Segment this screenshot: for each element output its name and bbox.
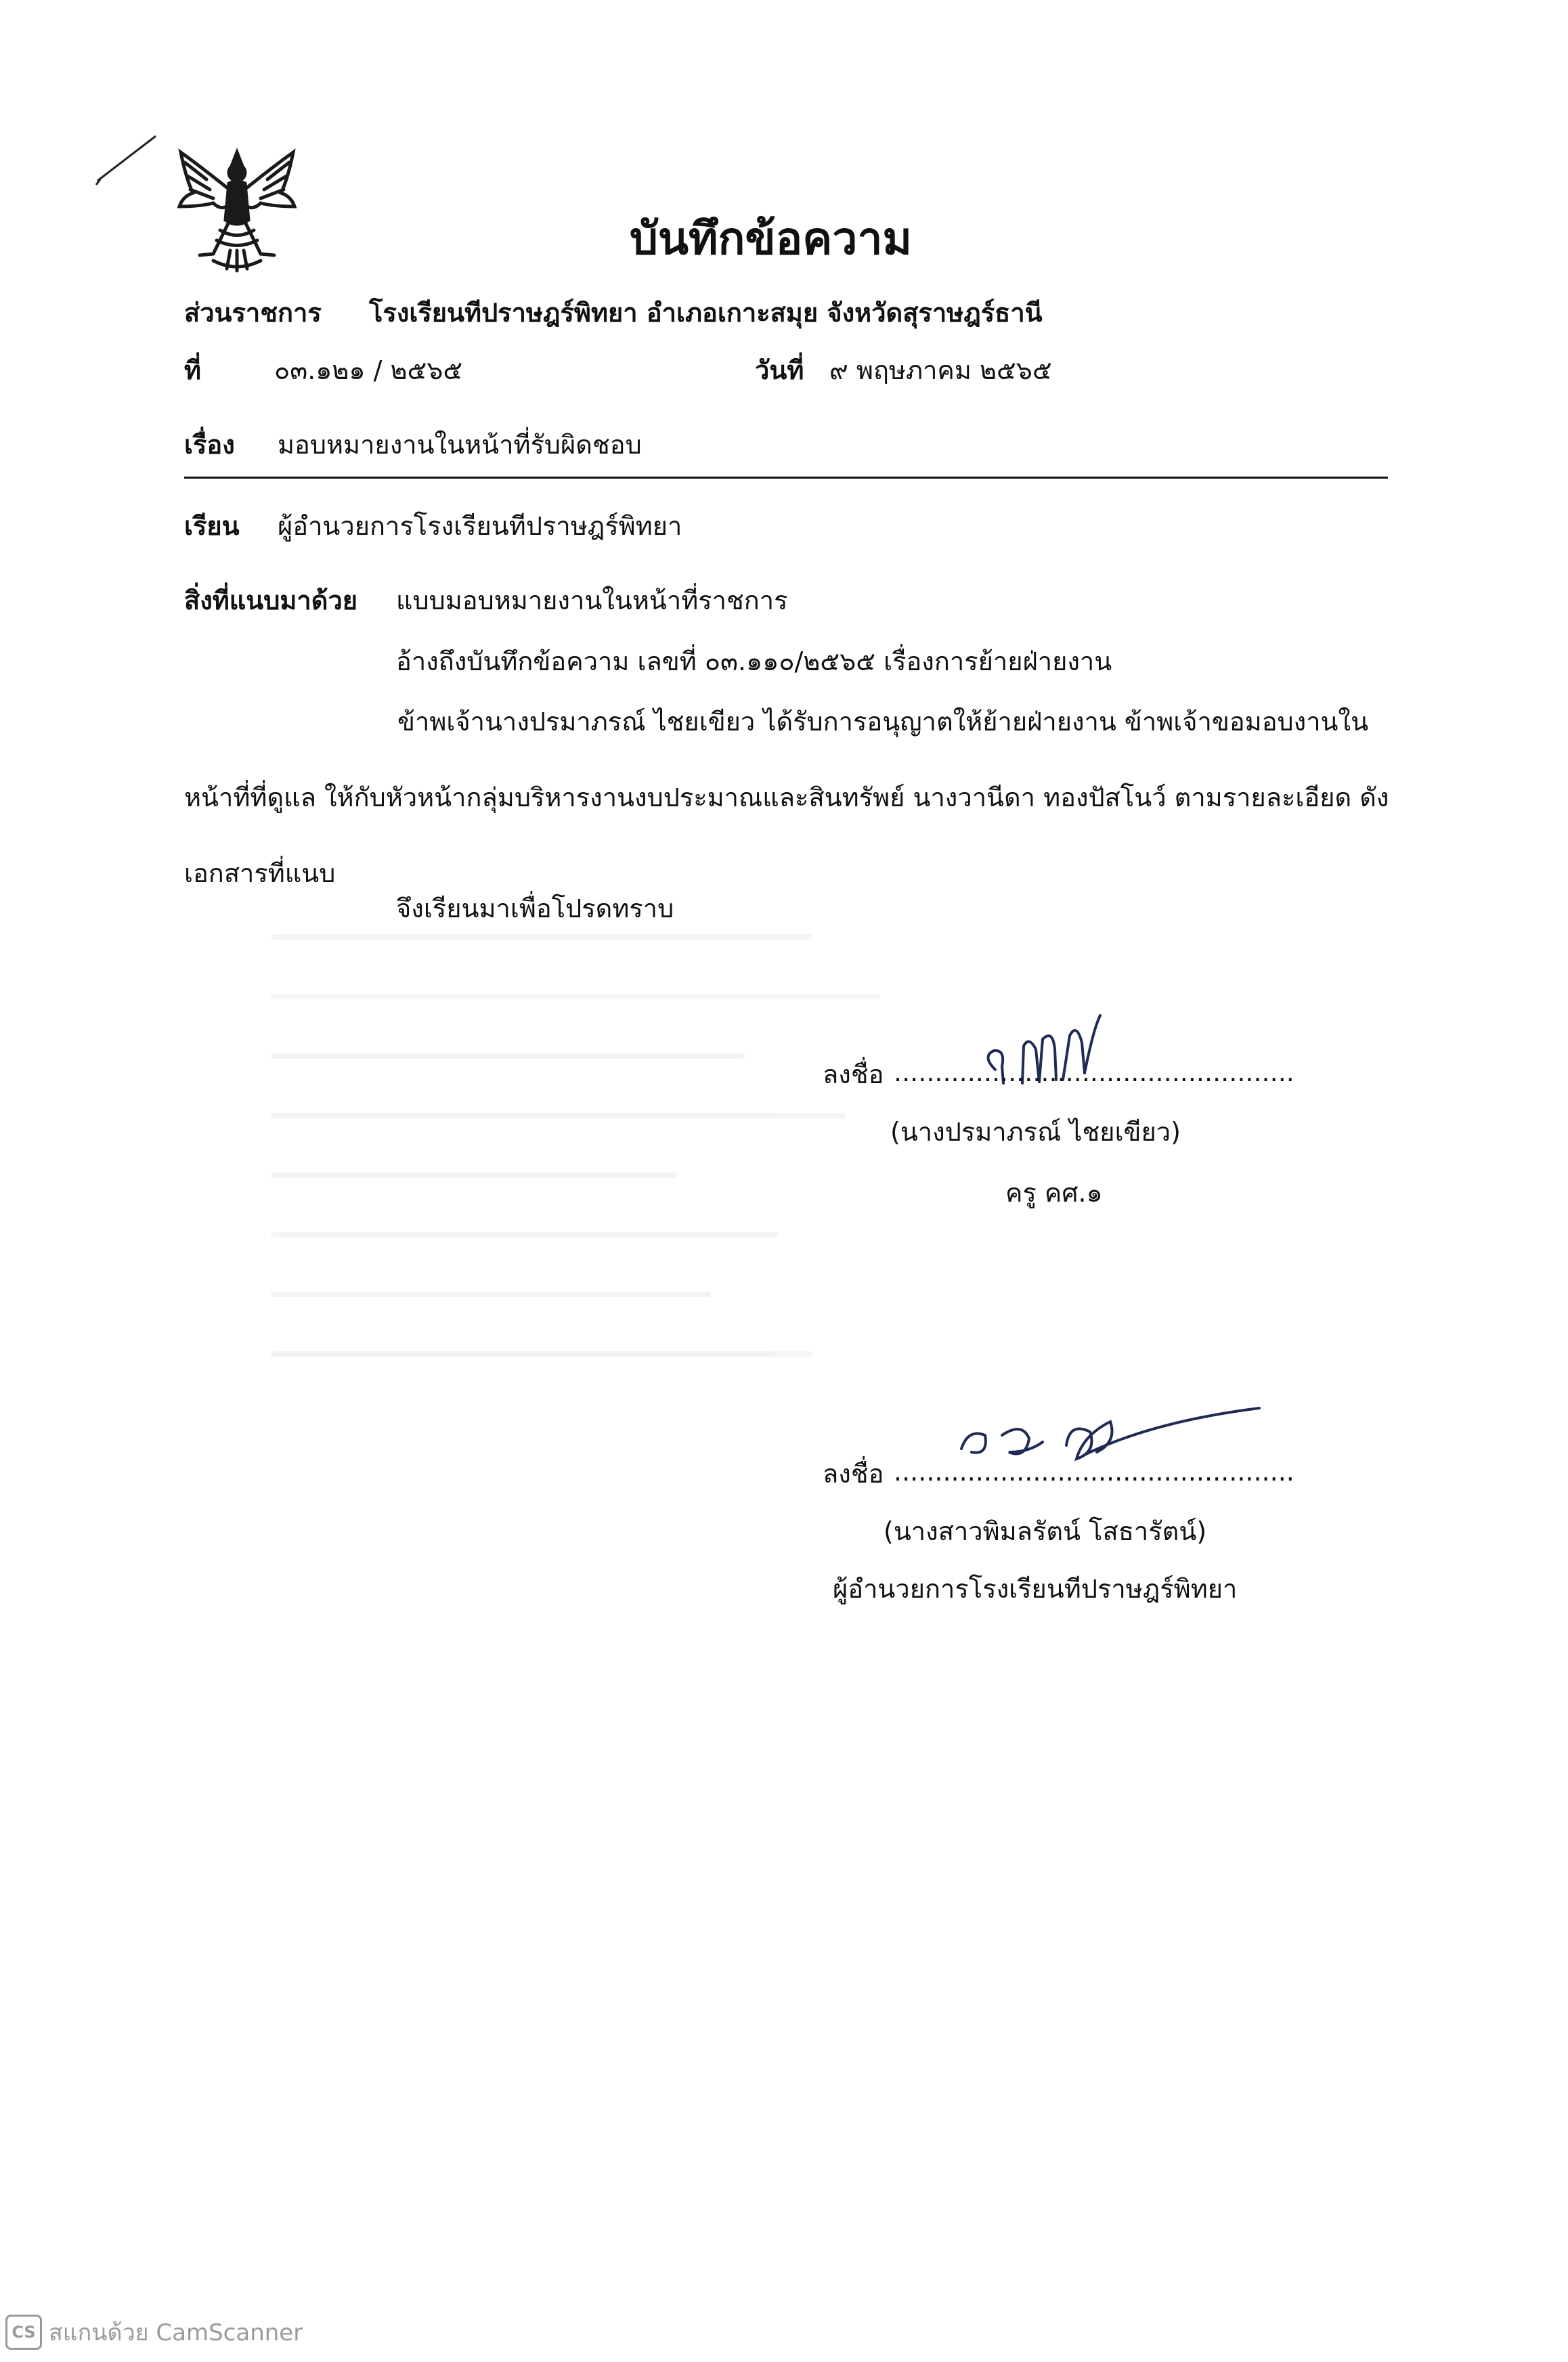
camscanner-watermark	[5, 2314, 303, 2350]
signature-2-name: (นางสาวพิมลรัตน์ โสธารัตน์)	[884, 1516, 1207, 1546]
closing-line: จึงเรียนมาเพื่อโปรดทราบ	[396, 894, 674, 923]
subject-value: มอบหมายงานในหน้าที่รับผิดชอบ	[278, 430, 642, 460]
attachment-label: สิ่งที่แนบมาด้วย	[184, 586, 358, 615]
signature-1-label: ลงชื่อ	[823, 1059, 884, 1089]
header-divider	[184, 477, 1388, 479]
signature-1-icon	[975, 1009, 1151, 1103]
date-value: ๙ พฤษภาคม ๒๕๖๕	[829, 355, 1052, 385]
signature-1-name: (นางปรมาภรณ์ ไชยเขียว)	[890, 1117, 1181, 1147]
number-value: ๐๓.๑๒๑ / ๒๕๖๕	[274, 355, 463, 385]
garuda-emblem-icon	[173, 139, 301, 274]
reference-line: อ้างถึงบันทึกข้อความ เลขที่ ๐๓.๑๑๐/๒๕๖๕ เรื่องการย้ายฝ่ายงาน	[396, 647, 1112, 676]
memo-title: บันทึกข้อความ	[630, 213, 913, 265]
signature-1-dots: .................................................	[894, 1057, 1294, 1087]
agency-label: ส่วนราชการ	[184, 298, 322, 328]
signature-2-label: ลงชื่อ	[823, 1459, 884, 1489]
subject-label: เรื่อง	[184, 430, 235, 460]
bleed-through	[271, 934, 948, 1449]
signature-2-position: ผู้อำนวยการโรงเรียนทีปราษฎร์พิทยา	[833, 1574, 1238, 1604]
body-paragraph-text: ข้าพเจ้านางปรมาภรณ์ ไชยเขียว ได้รับการอนุญาตให้ย้ายฝ่ายงาน ข้าพเจ้าขอมอบงานในหน้าที่ที่ดูแล ให้กับหัวหน้ากลุ่มบริหารงานงบประมาณและสินทรัพย์ นางวานีดา ทองปัสโนว์ ตามรายละเอียด ดังเอกสารที่แนบ	[184, 707, 1389, 888]
to-label: เรียน	[184, 511, 240, 541]
number-label: ที่	[184, 355, 202, 385]
to-value: ผู้อำนวยการโรงเรียนทีปราษฎร์พิทยา	[278, 511, 682, 541]
agency-value: โรงเรียนทีปราษฎร์พิทยา อำเภอเกาะสมุย จังหวัดสุราษฎร์ธานี	[369, 298, 1043, 328]
signature-2-dots: .................................................	[894, 1457, 1294, 1487]
camscanner-text: สแกนด้วย CamScanner	[49, 2319, 303, 2346]
date-label: วันที่	[755, 355, 804, 385]
attachment-value: แบบมอบหมายงานในหน้าที่ราชการ	[396, 586, 788, 615]
body-paragraph	[184, 684, 1389, 911]
signature-1-position: ครู คศ.๑	[1005, 1178, 1103, 1208]
pen-mark-icon	[95, 132, 162, 186]
camscanner-logo-icon: CS	[5, 2315, 42, 2350]
